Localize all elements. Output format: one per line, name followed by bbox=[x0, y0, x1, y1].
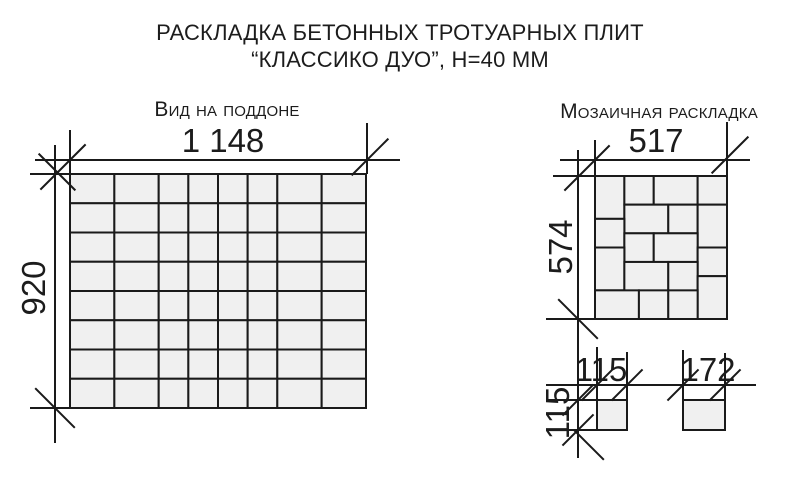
pallet-tile bbox=[188, 233, 218, 262]
pallet-tile bbox=[322, 379, 366, 408]
dimension-tick bbox=[712, 137, 749, 174]
mosaic-tile bbox=[624, 176, 653, 205]
pallet-view-label: Вид на поддоне bbox=[154, 98, 300, 121]
pallet-tile bbox=[70, 262, 114, 291]
mosaic-tile bbox=[595, 219, 624, 248]
pallet-tile bbox=[248, 350, 278, 379]
pallet-tile bbox=[248, 291, 278, 320]
unit-tiles bbox=[597, 400, 725, 430]
pallet-tile bbox=[114, 233, 158, 262]
pallet-tile bbox=[188, 320, 218, 349]
pallet-tile bbox=[248, 379, 278, 408]
pallet-tile bbox=[277, 262, 321, 291]
pallet-tile bbox=[188, 262, 218, 291]
pallet-tile bbox=[114, 379, 158, 408]
pallet-tile bbox=[322, 174, 366, 203]
mosaic-tile bbox=[668, 290, 697, 319]
pallet-tile bbox=[277, 203, 321, 232]
mosaic-tile bbox=[595, 248, 624, 291]
mosaic-tile bbox=[595, 176, 624, 219]
mosaic-tile bbox=[668, 262, 697, 291]
pallet-tile bbox=[159, 203, 189, 232]
pallet-tile bbox=[248, 262, 278, 291]
mosaic-tile bbox=[624, 233, 653, 262]
mosaic-tile bbox=[595, 290, 639, 319]
unit-square-width-dim-label: 115 bbox=[574, 351, 628, 388]
pallet-tile bbox=[114, 320, 158, 349]
dimension-tick bbox=[352, 139, 389, 176]
mosaic-tile bbox=[639, 290, 668, 319]
pallet-tile bbox=[188, 379, 218, 408]
mosaic-tile bbox=[624, 262, 668, 291]
mosaic-tile bbox=[698, 248, 727, 277]
pallet-tile bbox=[248, 233, 278, 262]
pallet-tile bbox=[248, 203, 278, 232]
pallet-tile bbox=[159, 379, 189, 408]
unit-rect-width-dim-label: 172 bbox=[680, 351, 736, 388]
pallet-tile bbox=[188, 174, 218, 203]
pallet-tile bbox=[70, 320, 114, 349]
pallet-tile bbox=[70, 174, 114, 203]
mosaic-tile bbox=[654, 233, 698, 262]
pallet-tile bbox=[248, 320, 278, 349]
pallet-tile bbox=[218, 203, 248, 232]
mosaic-tile bbox=[654, 176, 698, 205]
pallet-tile bbox=[114, 203, 158, 232]
pallet-tile bbox=[218, 320, 248, 349]
pallet-tile bbox=[159, 174, 189, 203]
pallet-tile bbox=[70, 291, 114, 320]
diagram-title-line2: “КЛАССИКО ДУО”, Н=40 ММ bbox=[251, 47, 549, 72]
unit-rect-tile bbox=[683, 400, 725, 430]
pallet-tile bbox=[159, 320, 189, 349]
mosaic-view-label: Мозаичная раскладка bbox=[560, 100, 758, 123]
pallet-tile bbox=[218, 174, 248, 203]
pallet-tile bbox=[277, 350, 321, 379]
mosaic-tile bbox=[668, 205, 697, 234]
pallet-tile bbox=[277, 174, 321, 203]
pallet-tile bbox=[322, 262, 366, 291]
pallet-tile bbox=[188, 291, 218, 320]
mosaic-grid bbox=[595, 176, 727, 319]
pallet-tile bbox=[277, 379, 321, 408]
pallet-tile bbox=[322, 320, 366, 349]
pallet-tile bbox=[188, 350, 218, 379]
pallet-tile bbox=[114, 291, 158, 320]
pallet-width-dim-label: 1 148 bbox=[181, 122, 265, 159]
pallet-height-dim-label: 920 bbox=[15, 260, 52, 316]
pallet-tile bbox=[70, 350, 114, 379]
diagram-title-line1: РАСКЛАДКА БЕТОННЫХ ТРОТУАРНЫХ ПЛИТ bbox=[156, 20, 644, 45]
pallet-tile bbox=[70, 379, 114, 408]
mosaic-width-dim-label: 517 bbox=[628, 122, 684, 159]
mosaic-tile bbox=[698, 205, 727, 248]
pallet-tile bbox=[322, 291, 366, 320]
pallet-tile bbox=[159, 350, 189, 379]
pallet-tile bbox=[218, 379, 248, 408]
pallet-tile bbox=[114, 262, 158, 291]
mosaic-tile bbox=[624, 205, 668, 234]
pallet-tile bbox=[322, 233, 366, 262]
unit-square-height-dim-label: 115 bbox=[539, 386, 576, 440]
pallet-tile bbox=[218, 262, 248, 291]
pallet-grid bbox=[70, 174, 366, 408]
pallet-tile bbox=[159, 233, 189, 262]
pallet-tile bbox=[218, 291, 248, 320]
mosaic-tile bbox=[698, 176, 727, 205]
pallet-tile bbox=[70, 233, 114, 262]
pallet-tile bbox=[114, 350, 158, 379]
pallet-tile bbox=[322, 350, 366, 379]
pallet-tile bbox=[248, 174, 278, 203]
pallet-tile bbox=[159, 262, 189, 291]
pallet-tile bbox=[70, 203, 114, 232]
pallet-tile bbox=[322, 203, 366, 232]
pallet-tile bbox=[188, 203, 218, 232]
mosaic-height-dim-label: 574 bbox=[542, 219, 579, 275]
pallet-tile bbox=[218, 350, 248, 379]
pallet-tile bbox=[277, 233, 321, 262]
mosaic-tile bbox=[698, 276, 727, 319]
pallet-tile bbox=[277, 320, 321, 349]
unit-square-tile bbox=[597, 400, 627, 430]
pallet-tile bbox=[114, 174, 158, 203]
pallet-tile bbox=[159, 291, 189, 320]
pallet-tile bbox=[277, 291, 321, 320]
pallet-tile bbox=[218, 233, 248, 262]
